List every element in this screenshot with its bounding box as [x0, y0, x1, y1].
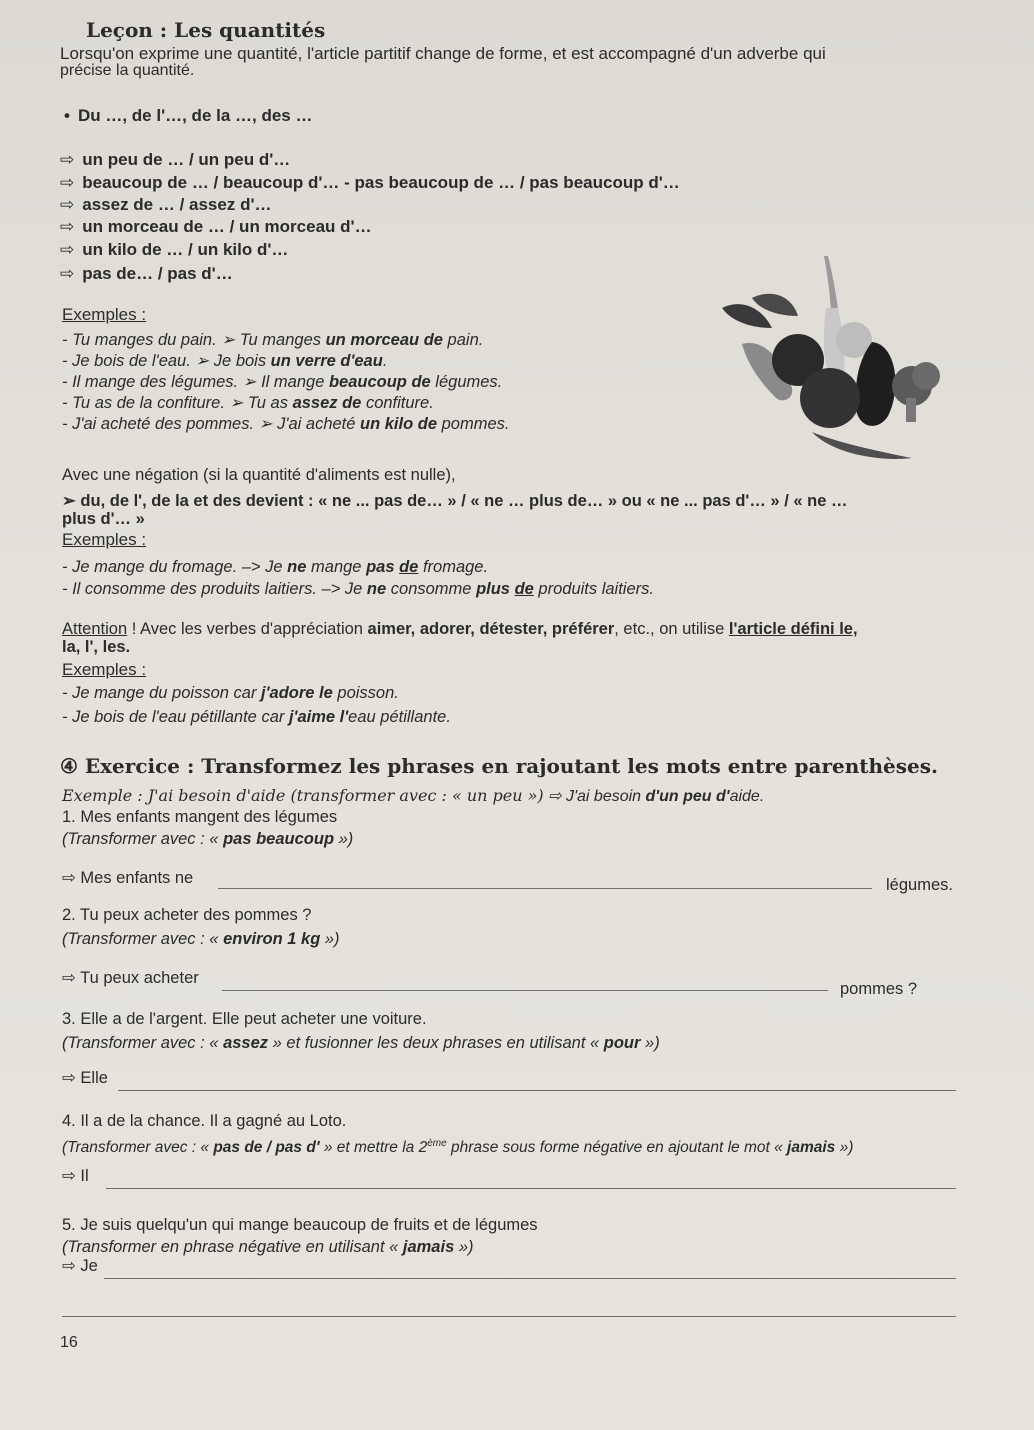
example-line: - J'ai acheté des pommes. ➢ J'ai acheté un kilo de pommes. — [62, 415, 510, 433]
list-item-text: un kilo de … / un kilo d'… — [82, 240, 289, 259]
example2-line: - Je mange du fromage. –> Je ne mange pas de fromage. — [62, 558, 489, 576]
example-line: - Tu manges du pain. ➢ Tu manges un morceau de pain. — [62, 331, 484, 349]
answer-5-start: ⇨ Je — [62, 1257, 98, 1275]
examples3-label: Exemples : — [62, 660, 147, 679]
examples2-label: Exemples : — [62, 530, 147, 549]
answer-2-start: ⇨ Tu peux acheter — [62, 969, 199, 987]
answer-1-end: légumes. — [886, 876, 953, 894]
list-item — [60, 264, 233, 284]
question-1-hint: (Transformer avec : « pas beaucoup ») — [62, 830, 354, 848]
question-5: 5. Je suis quelqu'un qui mange beaucoup de fruits et de légumes — [62, 1216, 538, 1234]
list-item-text: un morceau de … / un morceau d'… — [82, 217, 372, 236]
bullet-text: Du …, de l'…, de la …, des … — [77, 106, 313, 125]
arrow-icon: ⇨ — [60, 240, 75, 259]
answer-5-input[interactable] — [104, 1278, 956, 1279]
list-item — [60, 150, 290, 170]
arrow-icon: ⇨ — [60, 173, 75, 192]
answer-3-start: ⇨ Elle — [62, 1069, 108, 1087]
peapod-icon — [812, 432, 912, 459]
list-item — [60, 195, 272, 215]
attention-line: Attention ! Avec les verbes d'appréciation aimer, adorer, détester, préférer, etc., on utilise l'article défini le, — [62, 620, 858, 638]
answer-1-input[interactable] — [218, 888, 872, 889]
question-4-hint: (Transformer avec : « pas de / pas d' » et mettre la 2ème phrase sous forme négative en ajoutant le mot « jamais ») — [62, 1138, 854, 1157]
answer-4-input[interactable] — [106, 1188, 956, 1189]
answer-4-start: ⇨ Il — [62, 1167, 89, 1185]
negation-intro: Avec une négation (si la quantité d'aliments est nulle), — [62, 466, 456, 484]
exercise-title: ④ Exercice : Transformez les phrases en rajoutant les mots entre parenthèses. — [60, 754, 938, 778]
list-item — [60, 217, 372, 237]
list-item-text: un peu de … / un peu d'… — [82, 150, 291, 169]
tomato-icon — [800, 368, 860, 428]
example-line: - Je bois de l'eau. ➢ Je bois un verre d'eau. — [62, 352, 388, 370]
page-number: 16 — [60, 1334, 78, 1351]
negation-rule-line-1: ➢ du, de l', de la et des devient : « ne ... pas de… » / « ne … plus de… » ou « ne ... pas d'… » / « ne … — [62, 492, 848, 510]
answer-5-input-line-2[interactable] — [62, 1316, 956, 1317]
example3-line: - Je mange du poisson car j'adore le poisson. — [62, 684, 399, 702]
list-item-text: assez de … / assez d'… — [82, 195, 272, 214]
question-2: 2. Tu peux acheter des pommes ? — [62, 906, 312, 924]
example-line: - Tu as de la confiture. ➢ Tu as assez de confiture. — [62, 394, 434, 412]
broccoli-icon — [892, 362, 940, 422]
leek-icon — [824, 256, 845, 372]
question-5-hint: (Transformer en phrase négative en utilisant « jamais ») — [62, 1238, 474, 1256]
question-4: 4. Il a de la chance. Il a gagné au Loto. — [62, 1112, 347, 1130]
arrow-icon: ⇨ — [60, 264, 75, 283]
arrow-icon: ⇨ — [60, 195, 75, 214]
leaves-icon — [722, 294, 798, 328]
arrow-icon: ⇨ — [60, 217, 75, 236]
vegetables-illustration — [712, 248, 952, 464]
question-1: 1. Mes enfants mangent des légumes — [62, 808, 338, 826]
answer-3-input[interactable] — [118, 1090, 956, 1091]
example2-line: - Il consomme des produits laitiers. –> Je ne consomme plus de produits laitiers. — [62, 580, 654, 598]
list-item-text: beaucoup de … / beaucoup d'… - pas beaucoup de … / pas beaucoup d'… — [82, 173, 680, 192]
negation-rule-line-2: plus d'… » — [62, 510, 145, 528]
list-item — [60, 240, 288, 260]
attention-line-2: la, l', les. — [62, 638, 131, 656]
question-2-hint: (Transformer avec : « environ 1 kg ») — [62, 930, 340, 948]
example-line: - Il mange des légumes. ➢ Il mange beaucoup de légumes. — [62, 373, 503, 391]
answer-2-end: pommes ? — [840, 980, 918, 998]
example3-line: - Je bois de l'eau pétillante car j'aime l'eau pétillante. — [62, 708, 451, 726]
intro-line-1: Lorsqu'on exprime une quantité, l'article partitif change de forme, et est accompagné d'un adverbe qui — [60, 44, 826, 63]
arrow-icon: ⇨ — [60, 150, 75, 169]
examples-label: Exemples : — [62, 305, 147, 324]
answer-1-start: ⇨ Mes enfants ne — [62, 869, 194, 887]
question-3: 3. Elle a de l'argent. Elle peut acheter une voiture. — [62, 1010, 427, 1028]
answer-2-input[interactable] — [222, 990, 828, 991]
bullet-articles: • Du …, de l'…, de la …, des … — [64, 106, 313, 125]
exercise-example: Exemple : J'ai besoin d'aide (transformer avec : « un peu ») ⇨ J'ai besoin d'un peu d'aide. — [62, 786, 765, 805]
list-item-text: pas de… / pas d'… — [82, 264, 233, 283]
lesson-title: Leçon : Les quantités — [86, 18, 326, 42]
question-3-hint: (Transformer avec : « assez » et fusionner les deux phrases en utilisant « pour ») — [62, 1034, 660, 1052]
intro-line-2: précise la quantité. — [60, 62, 195, 79]
list-item — [60, 173, 680, 193]
